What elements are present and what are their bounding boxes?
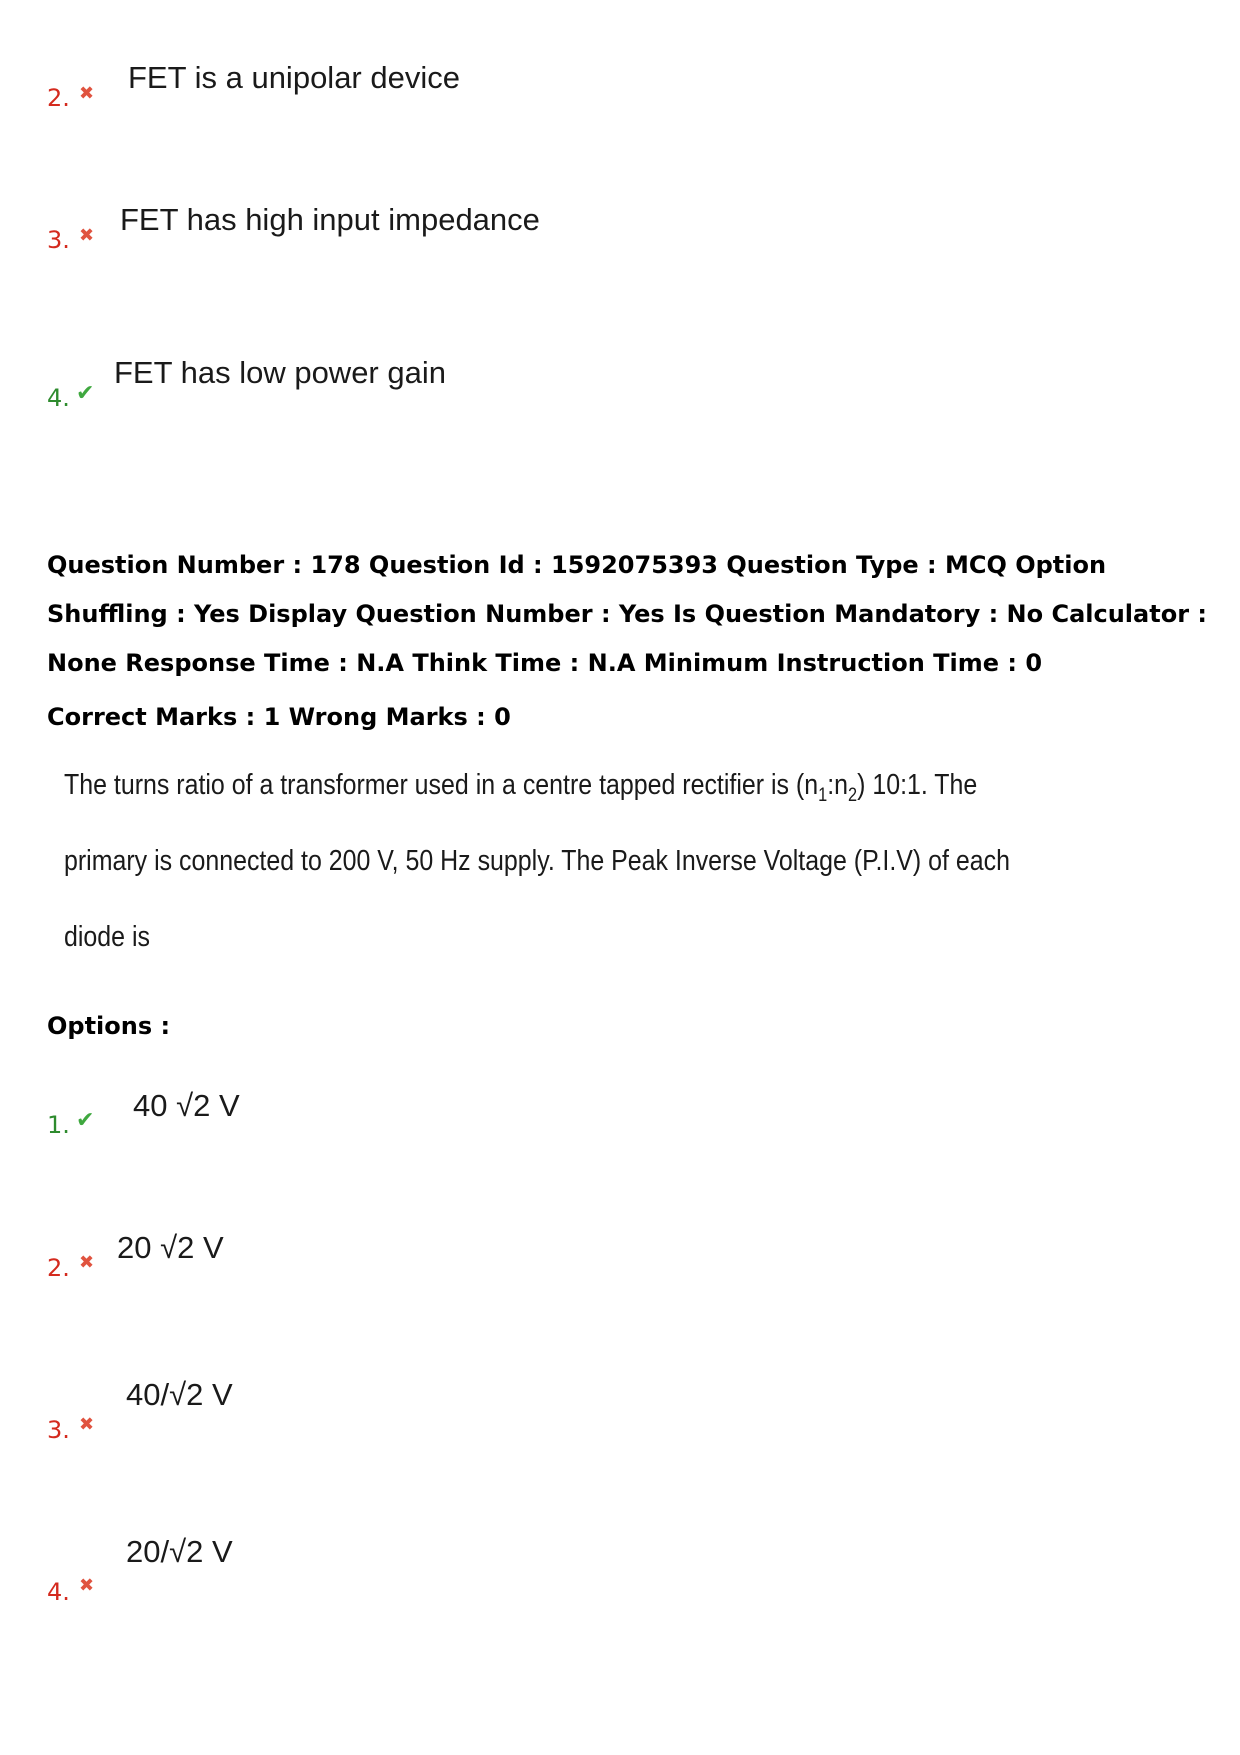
option-text: FET is a unipolar device	[128, 60, 460, 95]
cross-icon: ✖	[79, 1252, 95, 1273]
cross-icon: ✖	[79, 1414, 95, 1435]
option-text: 40/√2 V	[126, 1377, 233, 1412]
option-text: 20/√2 V	[126, 1534, 233, 1569]
option-number: 3.	[47, 1416, 70, 1444]
question-text-line-3: diode is	[64, 921, 150, 953]
option-number: 2.	[47, 1254, 70, 1282]
options-label: Options :	[47, 1012, 171, 1040]
option-text: FET has high input impedance	[120, 202, 540, 237]
option-text: FET has low power gain	[114, 355, 446, 390]
cross-icon: ✖	[79, 225, 95, 246]
option-text: 20 √2 V	[117, 1230, 224, 1265]
cross-icon: ✖	[79, 1575, 95, 1596]
question-text-line-1: The turns ratio of a transformer used in a centre tapped rectifier is $(n_1:n_2)$ 10:1. The	[64, 769, 978, 806]
option-number: 4.	[47, 384, 70, 412]
cross-icon: ✖	[79, 83, 95, 104]
option-number: 3.	[47, 226, 70, 254]
check-icon: ✔	[76, 1108, 95, 1133]
option-text: 40 √2 V	[133, 1088, 240, 1123]
question-marks: Correct Marks : 1 Wrong Marks : 0	[47, 703, 511, 731]
question-text-line-2: primary is connected to 200 V, 50 Hz supply. The Peak Inverse Voltage (P.I.V) of each	[64, 845, 1010, 877]
option-number: 2.	[47, 84, 70, 112]
option-number: 1.	[47, 1111, 70, 1139]
check-icon: ✔	[76, 381, 95, 406]
option-number: 4.	[47, 1578, 70, 1606]
question-metadata: Question Number : 178 Question Id : 1592075393 Question Type : MCQ Option Shuffling : Yes Display Question Number : Yes Is Question Mandatory : No Calculator : None Response Time : N.A Think Time : N.A Minimum Instruction Time : 0	[47, 551, 1207, 677]
